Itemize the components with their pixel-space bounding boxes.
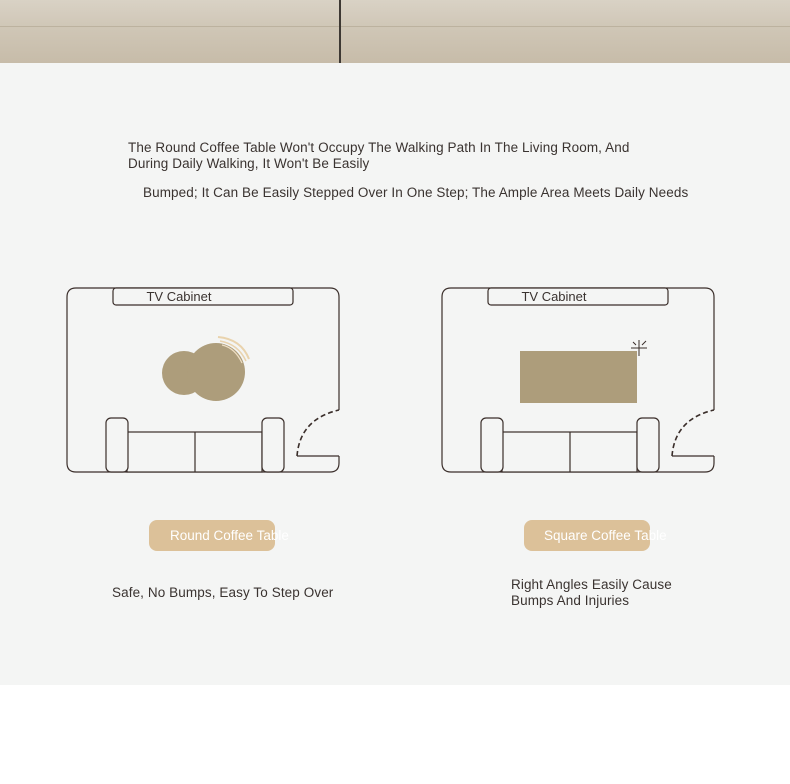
floor-seam-horizontal	[0, 26, 790, 27]
square-table-caption: Right Angles Easily Cause Bumps And Injuries	[511, 577, 672, 608]
square-table	[520, 351, 637, 403]
floor-seam-vertical	[339, 0, 341, 63]
round-plan-drawing	[66, 287, 340, 474]
round-coffee-table-button[interactable]: Round Coffee Table	[149, 520, 275, 551]
door-swing-arc	[672, 410, 714, 456]
round-table-floor-plan	[66, 287, 340, 474]
sofa-armrest-left	[106, 418, 128, 472]
round-table-caption: Safe, No Bumps, Easy To Step Over	[112, 585, 334, 600]
intro-text-line-2: Bumped; It Can Be Easily Stepped Over In One Step; The Ample Area Meets Daily Needs	[143, 185, 689, 200]
tv-cabinet-label: TV Cabinet	[146, 289, 212, 304]
door-swing-arc	[297, 410, 339, 456]
square-table-floor-plan	[441, 287, 715, 474]
top-photo-strip	[0, 0, 790, 63]
sofa-armrest-right	[262, 418, 284, 472]
intro-text-line-1: The Round Coffee Table Won't Occupy The Walking Path In The Living Room, And During Daily Walking, It Won't Be Easily	[128, 140, 630, 171]
sofa-armrest-left	[481, 418, 503, 472]
square-plan-drawing	[441, 287, 715, 474]
square-coffee-table-button[interactable]: Square Coffee Table	[524, 520, 650, 551]
round-table-large	[187, 343, 245, 401]
sofa-armrest-right	[637, 418, 659, 472]
tv-cabinet-label: TV Cabinet	[521, 289, 587, 304]
